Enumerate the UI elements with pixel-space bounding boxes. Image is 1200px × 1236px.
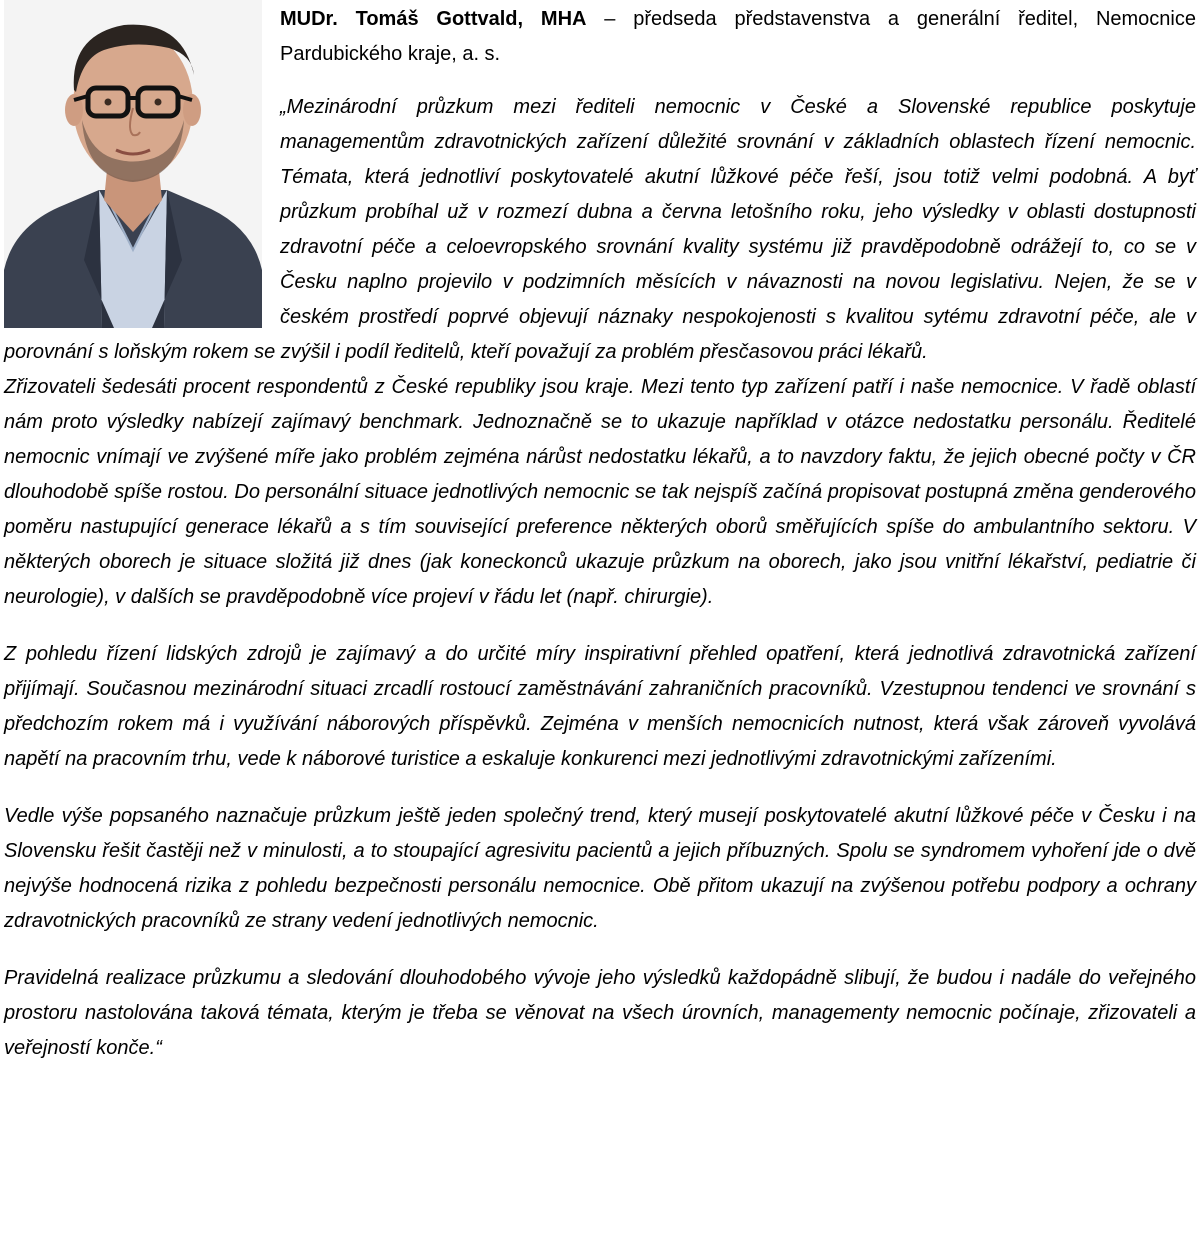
speaker-role: – předseda představenstva a generální ředitel, Nemocnice Pardubického kraje, a. s. bbox=[280, 8, 1196, 65]
document-page bbox=[4, 0, 1196, 1066]
paragraph-1: „Mezinárodní průzkum mezi řediteli nemocnic v České a Slovenské republice poskytuje managementům zdravotnických zařízení důležité srovnání v základních oblastech řízení nemocnic. Témata, která jednotliví poskytovatelé akutní lůžkové péče řeší, jsou totiž velmi podobná. A byť průzkum probíhal už v rozmezí dubna a června letošního roku, jeho výsledky v oblasti dostupnosti zdravotní péče a celoevropského srovnání kvality systému již pravděpodobně odrážejí to, co se v Česku naplno projevilo v podzimních měsících v návaznosti na novou legislativu. Nejen, že se v českém prostředí poprvé objevují náznaky nespokojenosti s kvalitou sytému zdravotní péče, ale v porovnání s loňským rokem se zvýšil i podíl ředitelů, kteří považují za problém přesčasovou práci lékařů. bbox=[4, 96, 1196, 363]
portrait-illustration bbox=[4, 0, 262, 328]
paragraph-5: Pravidelná realizace průzkumu a sledování dlouhodobého vývoje jeho výsledků každopádně slibují, že budou i nadále do veřejného prostoru nastolována taková témata, kterým je třeba se věnovat na všech úrovních, managementy nemocnic počínaje, zřizovateli a veřejností konče.“ bbox=[4, 967, 1196, 1059]
paragraph-3: Z pohledu řízení lidských zdrojů je zajímavý a do určité míry inspirativní přehled opatření, která jednotlivá zdravotnická zařízení přijímají. Současnou mezinárodní situaci zrcadlí rostoucí zaměstnávání zahraničních pracovníků. Vzestupnou tendenci ve srovnání s předchozím rokem má i využívání náborových příspěvků. Zejména v menších nemocnicích nutnost, která však zároveň vyvolává napětí na pracovním trhu, vede k náborové turistice a eskaluje konkurenci mezi jednotlivými zdravotnickými zařízeními. bbox=[4, 643, 1196, 770]
portrait-photo bbox=[4, 0, 262, 328]
paragraph-2: Zřizovateli šedesáti procent respondentů z České republiky jsou kraje. Mezi tento typ zařízení patří i naše nemocnice. V řadě oblastí nám proto výsledky nabízejí zajímavý benchmark. Jednoznačně se to ukazuje například v otázce nedostatku personálu. Ředitelé nemocnic vnímají ve zvýšené míře jako problém zejména nárůst nedostatku lékařů, a to navzdory faktu, že jejich obecné počty v ČR dlouhodobě spíše rostou. Do personální situace jednotlivých nemocnic se tak nejspíš začíná propisovat postupná změna genderového poměru nastupující generace lékařů a s tím související preference některých oborů směřujících spíše do ambulantního sektoru. V některých oborech je situace složitá již dnes (jak koneckonců ukazuje průzkum na oborech, jako jsou vnitřní lékařství, pediatrie či neurologie), v dalších se pravděpodobně více projeví v řádu let (např. chirurgie). bbox=[4, 376, 1196, 608]
speaker-name: MUDr. Tomáš Gottvald, MHA bbox=[280, 8, 587, 30]
paragraph-4: Vedle výše popsaného naznačuje průzkum ještě jeden společný trend, který musejí poskytovatelé akutní lůžkové péče v Česku i na Slovensku řešit častěji než v minulosti, a to stoupající agresivitu pacientů a jejich příbuzných. Spolu se syndromem vyhoření jde o dvě nejvýše hodnocená rizika z pohledu bezpečnosti personálu nemocnice. Obě přitom ukazují na zvýšenou potřebu podpory a ochrany zdravotnických pracovníků ze strany vedení jednotlivých nemocnic. bbox=[4, 805, 1196, 932]
